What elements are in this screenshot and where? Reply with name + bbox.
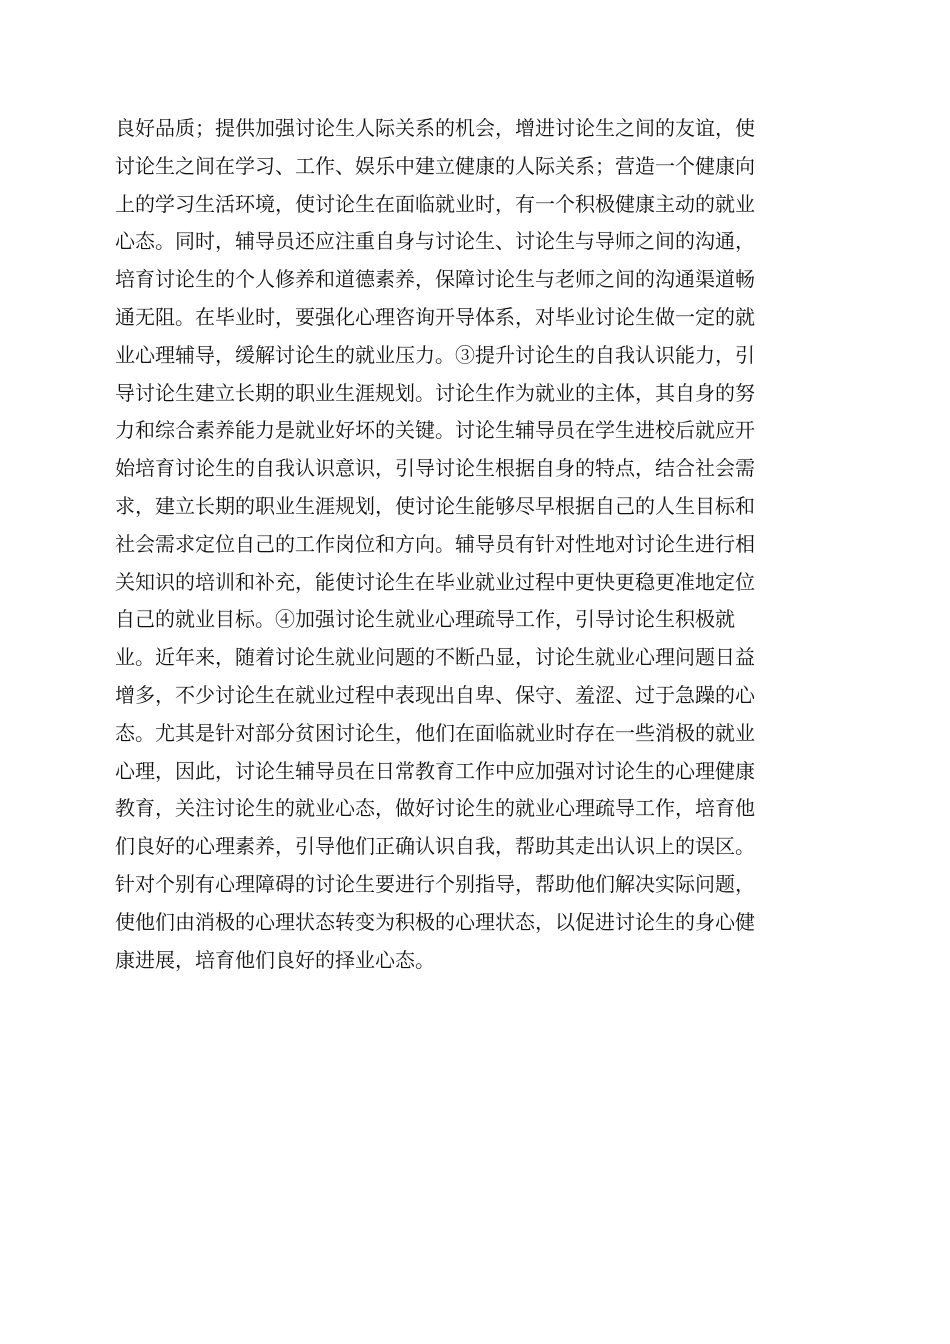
text-line: 讨论生之间在学习、工作、娱乐中建立健康的人际关系；营造一个健康向 bbox=[115, 153, 755, 178]
text-line: 导讨论生建立长期的职业生涯规划。讨论生作为就业的主体，其自身的努 bbox=[115, 380, 755, 405]
text-line: 社会需求定位自己的工作岗位和方向。辅导员有针对性地对讨论生进行相 bbox=[115, 531, 755, 556]
text-line: 良好品质；提供加强讨论生人际关系的机会，增进讨论生之间的友谊，使 bbox=[115, 116, 755, 140]
text-line: 增多，不少讨论生在就业过程中表现出自卑、保守、羞涩、过于急躁的心 bbox=[115, 682, 755, 707]
text-line: 始培育讨论生的自我认识意识，引导讨论生根据自身的特点，结合社会需 bbox=[115, 456, 755, 481]
text-line: 态。尤其是针对部分贫困讨论生，他们在面临就业时存在一些消极的就业 bbox=[115, 720, 755, 745]
text-line: 心理，因此，讨论生辅导员在日常教育工作中应加强对讨论生的心理健康 bbox=[115, 758, 755, 783]
body-paragraph bbox=[115, 110, 837, 979]
text-line: 通无阻。在毕业时，要强化心理咨询开导体系，对毕业讨论生做一定的就 bbox=[115, 304, 755, 329]
text-line: 针对个别有心理障碍的讨论生要进行个别指导，帮助他们解决实际问题， bbox=[115, 871, 755, 896]
text-line: 心态。同时，辅导员还应注重自身与讨论生、讨论生与导师之间的沟通， bbox=[115, 229, 755, 254]
text-line: 业心理辅导，缓解讨论生的就业压力。③提升讨论生的自我认识能力，引 bbox=[115, 342, 755, 367]
text-line: 力和综合素养能力是就业好坏的关键。讨论生辅导员在学生进校后就应开 bbox=[115, 418, 755, 443]
text-line: 业。近年来，随着讨论生就业问题的不断凸显，讨论生就业心理问题日益 bbox=[115, 645, 755, 670]
text-line: 上的学习生活环境，使讨论生在面临就业时，有一个积极健康主动的就业 bbox=[115, 191, 755, 216]
text-line: 康进展，培育他们良好的择业心态。 bbox=[115, 947, 435, 972]
text-line: 自己的就业目标。④加强讨论生就业心理疏导工作，引导讨论生积极就 bbox=[115, 607, 735, 632]
text-line: 培育讨论生的个人修养和道德素养，保障讨论生与老师之间的沟通渠道畅 bbox=[115, 267, 755, 292]
text-line: 们良好的心理素养，引导他们正确认识自我，帮助其走出认识上的误区。 bbox=[115, 834, 755, 859]
text-line: 教育，关注讨论生的就业心态，做好讨论生的就业心理疏导工作，培育他 bbox=[115, 796, 755, 821]
text-line: 使他们由消极的心理状态转变为积极的心理状态，以促进讨论生的身心健 bbox=[115, 909, 755, 934]
text-line: 求，建立长期的职业生涯规划，使讨论生能够尽早根据自己的人生目标和 bbox=[115, 493, 755, 518]
text-line: 关知识的培训和补充，能使讨论生在毕业就业过程中更快更稳更准地定位 bbox=[115, 569, 755, 594]
